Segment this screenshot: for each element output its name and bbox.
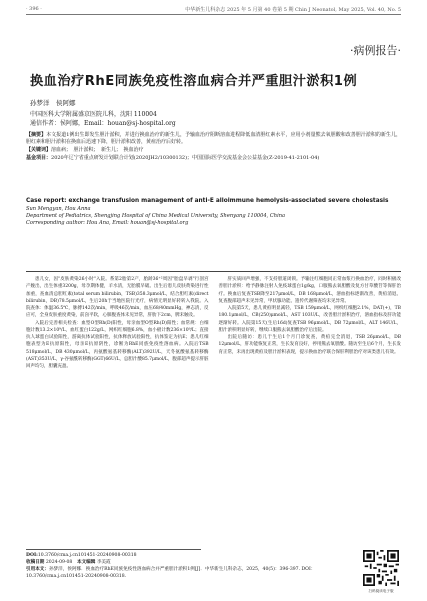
body-paragraph: 出院后随访：患儿于生后1个月门诊复查，黄疸完全消退，TSB 26μmol/L，DB 12μmol/L，肝功能恢复正常，生长发育良好，停用熊去氧胆酸。随访至生后6个月，生长发育正常，未再出现黄疸及胆汁淤积表现，提示换血治疗联合保肝利胆治疗对该类患儿有效。 bbox=[218, 335, 401, 355]
authors: 孙梦洋 侯阿娜 bbox=[30, 99, 76, 107]
article-footer bbox=[26, 552, 357, 580]
keywords bbox=[26, 147, 401, 154]
body-paragraph: 入院第5天，患儿黄疸明显减轻，TSB 159μmol/L，网织红细胞2.1%，DAT(+)，TB 180.1μmol/L，CB(250)μmol/L，AST 103U/L，改善胆汁淤积治疗，溶血指标及肝功能逐渐好转。入院第15天(生后16d)复查TSB 96μmol/L，DB 72μmol/L，ALT 146U/L，胆汁淤积明显好转，继续口服熊去氧胆酸治疗后出院。 bbox=[218, 306, 401, 333]
citation-label: 引用本文： bbox=[26, 567, 49, 572]
qr-code-icon[interactable] bbox=[363, 550, 399, 586]
abstract bbox=[26, 132, 401, 147]
dates-line bbox=[26, 559, 357, 566]
english-authors: Sun Mengyan, Hou Anna bbox=[26, 205, 91, 212]
body-column-left bbox=[26, 276, 209, 370]
body-paragraph: 入院后完善相关检查：血型O型Rh(D)阳性，母亲血型O型Rh(D)阳性；血常规：白细胞计数13.2×10⁹/L，血红蛋白122g/L，网织红细胞6.8%，血小板计数236×10⁹/L；直接抗人球蛋白试验阳性，游离抗体试验阳性，抗体释放试验阳性，抗体鉴定为抗E；患儿红细胞表型为E抗原阳性，母亲E抗原阴性，诊断为RhE同族免疫性溶血病。入院后TSB 518μmol/L，DB 430μmol/L，丙氨酸氨基转移酶(ALT)392U/L，天冬氨酸氨基转移酶(AST)353U/L，γ-谷氨酰转移酶(GGT)66U/L，总胆汁酸85.7μmol/L，腹部超声提示肝脏回声均匀，胆囊充盈。 bbox=[26, 320, 209, 369]
abstract-block bbox=[26, 132, 401, 163]
article-title: 换血治疗RhE同族免疫性溶血病合并严重胆汁淤积1例 bbox=[30, 74, 358, 89]
citation-line bbox=[26, 566, 357, 580]
header-rule bbox=[26, 14, 401, 15]
qr-caption: 扫码阅读电子版 bbox=[368, 589, 394, 593]
abstract-text: 本文报道1例出生即发生胆汁淤积，并进行换血治疗的新生儿，予输血治疗阻断溶血进程降低血清胆红素水平，应用小剂量熊去氧胆酸和改善胆汁淤积的新生儿，胆红素和胆汁淤积在换血后迅速下降，胆汁淤积改善，黄疸治疗后好转。 bbox=[26, 132, 401, 146]
affiliation: 中国医科大学附属盛京医院儿科，沈阳 110004 bbox=[30, 111, 157, 118]
editor: 李美霞 bbox=[96, 560, 111, 565]
body-column-right bbox=[219, 276, 402, 370]
english-corresponding: Corresponding author: Hou Ana, Email: houan@sj-hospital.org bbox=[26, 220, 189, 226]
english-affiliation: Department of Pediatrics, Shengjing Hospital of China Medical University, Shenyang 110004, China bbox=[26, 212, 286, 219]
running-header bbox=[26, 6, 401, 13]
doi-line bbox=[26, 552, 357, 559]
received-date: 2024-09-08 bbox=[45, 560, 73, 565]
journal-citation: 中华新生儿科杂志 2025 年 5 月第 40 卷第 5 期 Chin J Neonatol, May 2025, Vol. 40, No. 5 bbox=[185, 7, 401, 13]
keywords-text: 溶血病； 胆汁淤积； 新生儿； 换血治疗 bbox=[51, 147, 144, 154]
body-paragraph: 肝实质回声增强，不支持胆道闭锁。予输注红细胞同正常血浆行换血治疗，同时积极改善胆汁淤积：给予静脉注射人免疫球蛋白1g/kg，口服熊去氧胆酸及复方甘草酸苷等保肝治疗。换血后复查TSB降至217μmol/L，DB 168μmol/L，溶血指标逐渐改善，黄疸消退。复查腹部超声未见异常，甲状腺功能、遗传代谢筛查均未见异常。 bbox=[218, 277, 401, 304]
fund bbox=[26, 155, 401, 162]
body-columns bbox=[26, 276, 401, 370]
keywords-label: 【关键词】 bbox=[26, 147, 52, 154]
english-abstract-block bbox=[26, 198, 401, 227]
doi-label: DOI: bbox=[26, 553, 38, 558]
abstract-label: 【摘要】 bbox=[26, 132, 47, 138]
editor-label: 本文编辑 bbox=[76, 560, 96, 565]
affiliation-block bbox=[30, 110, 176, 128]
fund-text: 2020年辽宁省重点研发计划联合计划(2020JH2/10300132)；中国国际医学交流基金会公益基金(Z-2019-41-2101-04) bbox=[51, 155, 320, 161]
fund-label: 基金项目： bbox=[26, 155, 52, 161]
english-title: Case report: exchange transfusion management of anti-E alloimmune hemolysis-associated severe cholestasis bbox=[26, 198, 389, 204]
body-paragraph: 患儿女，因"皮肤黄染26小时"入院。系第2胎第2产，胎龄36⁺²周因"胎盘早剥"行剖宫产娩出，出生体重3200g，母孕期体健，羊水清，无胎膜早破。出生后患儿皮肤黄染进行性加重，查血清总胆红素(total serum bilirubin，TSB)358.3μmol/L，结合胆红素(direct bilirubin，DB)78.5μmol/L，生后20h于当地医院行光疗，病情无明显好转转入我院。入院查体：体温36.5℃，脉搏142次/min，呼吸46次/min，血压68/40mmHg，神志清，反应可，全身皮肤重度黄染，前囟平软，心肺腹查体未见异常，肝肋下2cm，脾未触及。 bbox=[26, 277, 209, 319]
page-number: · 396 · bbox=[26, 6, 42, 12]
corresponding-author: 通信作者：侯阿娜，Email：houan@sj-hospital.org bbox=[30, 120, 176, 127]
citation: 孙梦洋，侯阿娜．换血治疗RhE同族免疫性溶血病合并严重胆汁淤积1例[J]．中华新生儿科杂志，2025，40(5)：396-397. DOI：10.3760/cma.j.cn101451-20240908-00318. bbox=[26, 567, 316, 579]
section-divider bbox=[26, 271, 401, 272]
footer-rule bbox=[26, 549, 201, 550]
section-tag: ·病例报告· bbox=[350, 44, 401, 57]
received-label: 收稿日期 bbox=[26, 560, 45, 565]
doi[interactable]: 10.3760/cma.j.cn101451-20240908-00318 bbox=[37, 553, 137, 558]
